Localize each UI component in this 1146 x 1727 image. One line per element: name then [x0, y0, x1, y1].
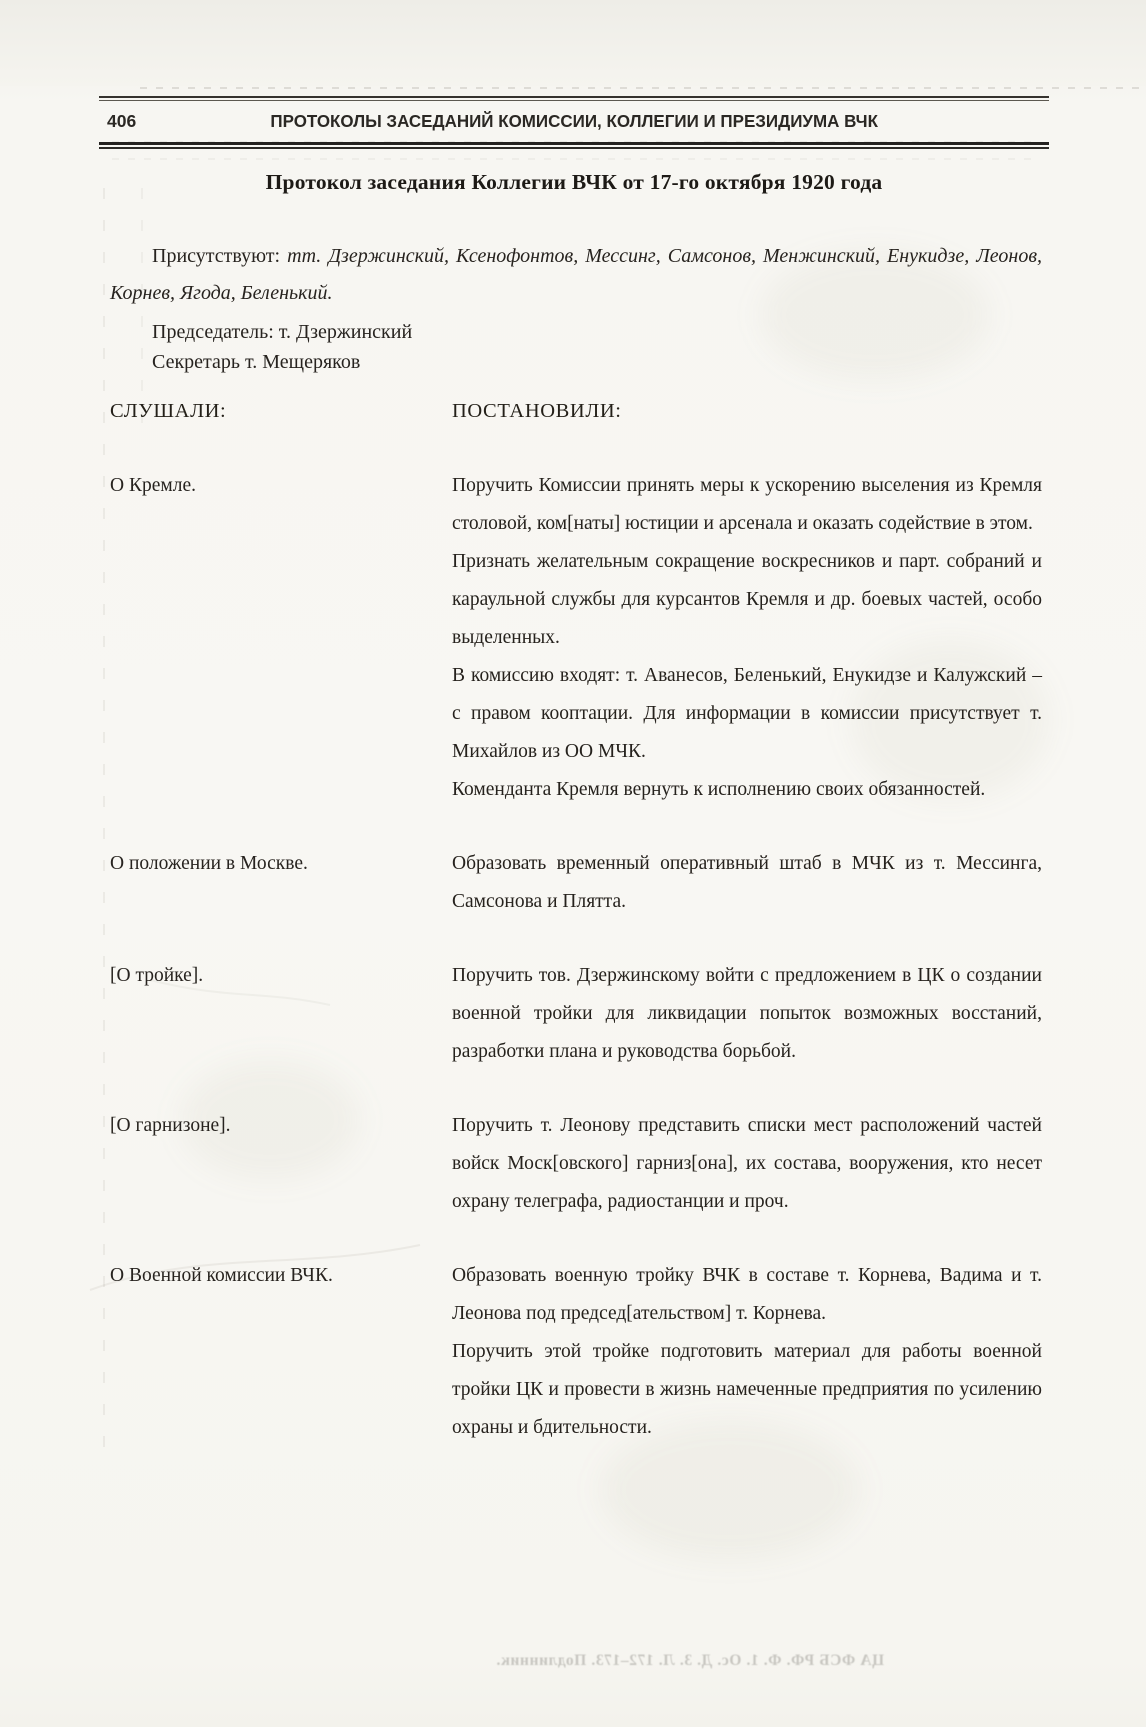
protocol-table	[110, 400, 1042, 1483]
table-row	[110, 845, 1042, 921]
topic-cell: [О тройке].	[110, 965, 204, 986]
chairman-line: Председатель: т. Дзержинский	[152, 321, 413, 343]
running-title: ПРОТОКОЛЫ ЗАСЕДАНИЙ КОМИССИИ, КОЛЛЕГИИ И ПРЕЗИДИУМА ВЧК	[270, 111, 878, 131]
attendees-label: Присутствуют:	[152, 245, 281, 267]
scan-top-shading	[0, 0, 1146, 86]
attendees-line	[110, 238, 1042, 312]
attendees-names: тт. Дзержинский, Ксенофонтов, Мессинг, Самсонов, Менжинский, Енукидзе, Леонов, Корнев, Ягода, Беленький.	[110, 245, 1042, 304]
protocol-intro	[110, 238, 1042, 377]
resolution-cell	[452, 957, 1042, 1071]
secretary-line: Секретарь т. Мещеряков	[152, 351, 361, 373]
resolution-cell	[452, 467, 1042, 809]
topic-cell: О положении в Москве.	[110, 853, 308, 874]
topic-cell: [О гарнизоне].	[110, 1115, 231, 1136]
scan-artifact	[112, 158, 1040, 160]
bleedthrough-archive-caption: ЦА ФСБ РФ. Ф. 1. Ос. Д. 3. Л. 172–173. Подлинник.	[495, 1652, 885, 1669]
resolution-cell	[452, 1257, 1042, 1447]
table-row	[110, 467, 1042, 809]
protocol-title: Протокол заседания Коллегии ВЧК от 17-го октября 1920 года	[265, 170, 883, 194]
table-row	[110, 957, 1042, 1071]
scan-artifact	[140, 87, 1140, 89]
resolution-paragraph: Коменданта Кремля вернуть к исполнению своих обязанностей.	[452, 779, 986, 800]
resolution-cell	[452, 1107, 1042, 1221]
running-header	[99, 96, 1049, 150]
column-header-heard: СЛУШАЛИ:	[110, 400, 227, 422]
resolution-paragraph: Признать желательным сокращение воскресников и парт. собраний и караульной службы для курсантов Кремля и др. боевых частей, особо выделенных.	[452, 551, 1042, 648]
resolution-paragraph: Поручить этой тройке подготовить материал для работы военной тройки ЦК и провести в жизнь намеченные предприятия по усилению охраны и бдительности.	[452, 1341, 1042, 1438]
table-row	[110, 1107, 1042, 1221]
resolution-paragraph: В комиссию входят: т. Аванесов, Беленький, Енукидзе и Калужский – с правом кооптации. Для информации в комиссии присутствует т. Михайлов из ОО МЧК.	[452, 665, 1042, 762]
topic-cell: О Военной комиссии ВЧК.	[110, 1265, 333, 1286]
resolution-paragraph: Образовать временный оперативный штаб в МЧК из т. Мессинга, Самсонова и Плятта.	[452, 853, 1042, 912]
resolution-paragraph: Поручить т. Леонову представить списки мест расположений частей войск Моск[овского] гарниз[она], их состава, вооружения, кто несет охрану телеграфа, радиостанции и проч.	[452, 1115, 1042, 1212]
table-row	[110, 1257, 1042, 1447]
header-bottom-rule	[99, 142, 1049, 150]
table-column-headers	[110, 400, 1042, 423]
resolution-paragraph: Образовать военную тройку ВЧК в составе т. Корнева, Вадима и т. Леонова под председ[ательством] т. Корнева.	[452, 1265, 1042, 1324]
resolution-cell	[452, 845, 1042, 921]
resolution-paragraph: Поручить Комиссии принять меры к ускорению выселения из Кремля столовой, ком[наты] юстиции и арсенала и оказать содействие в этом.	[452, 475, 1042, 534]
column-header-resolved: ПОСТАНОВИЛИ:	[452, 400, 622, 422]
topic-cell: О Кремле.	[110, 475, 196, 496]
resolution-paragraph: Поручить тов. Дзержинскому войти с предложением в ЦК о создании военной тройки для ликвидации попыток возможных восстаний, разработки плана и руководства борьбой.	[452, 965, 1042, 1062]
scan-artifact	[103, 188, 105, 1468]
page-number: 406	[107, 111, 137, 131]
